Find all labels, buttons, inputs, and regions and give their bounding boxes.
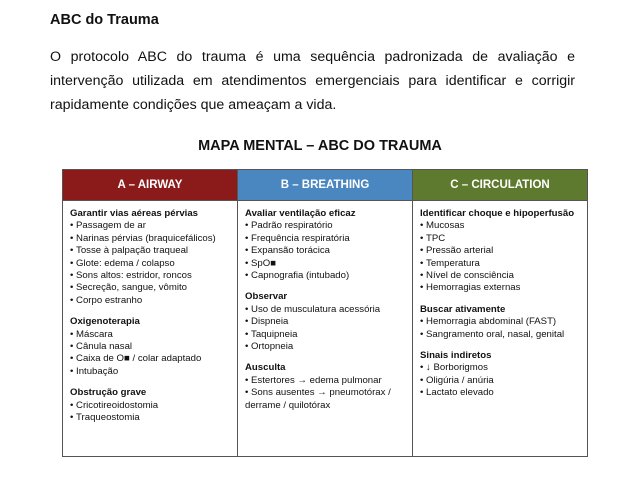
list-item: • Lactato elevado — [420, 387, 581, 399]
list-item: • Hemorragias externas — [420, 282, 581, 294]
section — [420, 304, 581, 341]
section — [70, 316, 231, 378]
list-item: • Taquipneia — [245, 329, 406, 341]
section-title: Garantir vias aéreas pérvias — [70, 208, 199, 219]
list-item: • Expansão torácica — [245, 245, 406, 257]
column-body — [238, 201, 412, 421]
list-item: • Tosse à palpação traqueal — [70, 245, 231, 257]
list-item: • Corpo estranho — [70, 295, 231, 307]
list-item: • Intubação — [70, 366, 231, 378]
document-title: ABC do Trauma — [50, 12, 159, 28]
section-title: Ausculta — [245, 362, 286, 374]
section — [420, 208, 581, 295]
section — [70, 387, 231, 424]
list-item: • Glote: edema / colapso — [70, 258, 231, 270]
section-title: Oxigenoterapia — [70, 316, 140, 328]
column-header: A – AIRWAY — [63, 170, 237, 201]
list-item: • Ortopneia — [245, 341, 406, 353]
list-item: • Temperatura — [420, 258, 581, 270]
list-item: • Capnografia (intubado) — [245, 270, 406, 282]
column-header: B – BREATHING — [238, 170, 412, 201]
section — [70, 208, 231, 307]
column-circulation — [413, 170, 587, 456]
list-item: • Sons ausentes → pneumotórax / derrame / quilotórax — [245, 387, 406, 412]
column-airway — [63, 170, 238, 456]
list-item: • ↓ Borborigmos — [420, 362, 581, 374]
section-title: Identificar choque e hipoperfusão — [420, 208, 575, 219]
list-item: • Sons altos: estridor, roncos — [70, 270, 231, 282]
list-item: • Padrão respiratório — [245, 220, 406, 232]
section — [245, 362, 406, 412]
column-breathing — [238, 170, 413, 456]
list-item: • SpO■ — [245, 258, 406, 270]
list-item: • Narinas pérvias (braquicefálicos) — [70, 233, 231, 245]
list-item: • Secreção, sangue, vômito — [70, 282, 231, 294]
list-item: • Mucosas — [420, 220, 581, 232]
mind-map-title: MAPA MENTAL – ABC DO TRAUMA — [198, 138, 442, 154]
section-title: Observar — [245, 291, 288, 303]
list-item: • Hemorragia abdominal (FAST) — [420, 316, 581, 328]
section — [420, 350, 581, 400]
list-item: • Frequência respiratória — [245, 233, 406, 245]
list-item: • TPC — [420, 233, 581, 245]
list-item: • Cânula nasal — [70, 341, 231, 353]
list-item: • Nível de consciência — [420, 270, 581, 282]
list-item: • Estertores → edema pulmonar — [245, 375, 406, 387]
list-item: • Caixa de O■ / colar adaptado — [70, 353, 231, 365]
list-item: • Máscara — [70, 329, 231, 341]
section-title: Buscar ativamente — [420, 303, 506, 315]
section — [245, 208, 406, 282]
section-title: Avaliar ventilação eficaz — [245, 208, 356, 219]
list-item: • Uso de musculatura acessória — [245, 304, 406, 316]
list-item: • Oligúria / anúria — [420, 375, 581, 387]
abc-table — [62, 169, 588, 457]
section — [245, 291, 406, 353]
list-item: • Passagem de ar — [70, 220, 231, 232]
intro-paragraph: O protocolo ABC do trauma é uma sequência padronizada de avaliação e intervenção utilizada em atendimentos emergenciais para identificar e corrigir rapidamente condições que ameaçam a vida. — [50, 49, 575, 113]
list-item: • Pressão arterial — [420, 245, 581, 257]
list-item: • Cricotireoidostomia — [70, 400, 231, 412]
list-item: • Traqueostomia — [70, 412, 231, 424]
section-title: Obstrução grave — [70, 387, 147, 399]
list-item: • Dispneia — [245, 316, 406, 328]
column-body — [413, 201, 587, 409]
column-header: C – CIRCULATION — [413, 170, 587, 201]
section-title: Sinais indiretos — [420, 350, 492, 362]
list-item: • Sangramento oral, nasal, genital — [420, 329, 581, 341]
column-body — [63, 201, 237, 434]
